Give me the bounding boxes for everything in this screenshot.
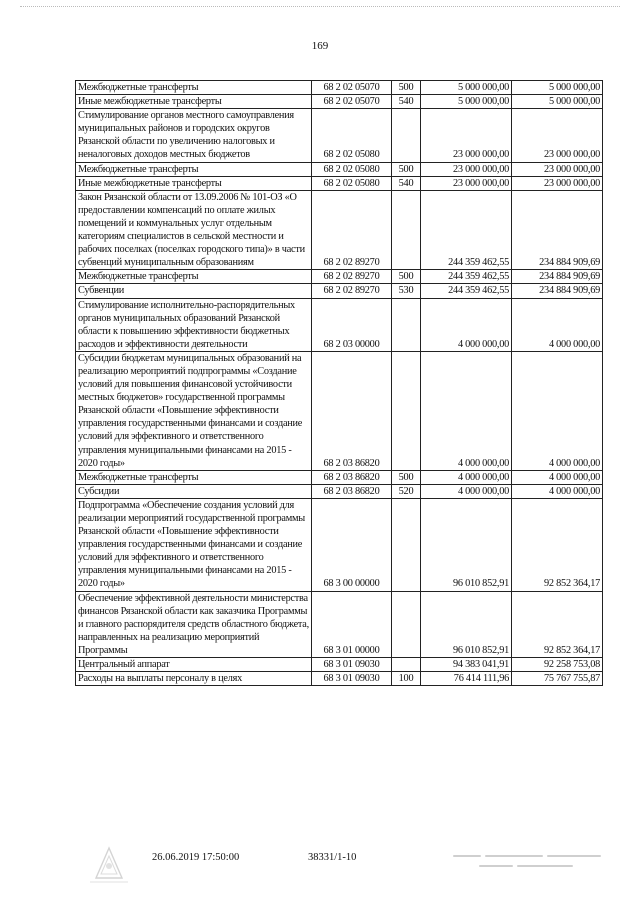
row-type-cell [392, 658, 421, 672]
table-row [76, 591, 603, 657]
row-sum-2019-cell: 4 000 000,00 [421, 484, 512, 498]
row-code-cell: 68 2 02 05070 [312, 81, 392, 95]
row-type-cell [392, 591, 421, 657]
row-name-cell: Субсидии бюджетам муниципальных образований на реализацию мероприятий подпрограммы «Создание условий для повышения финансовой устойчивости местных бюджетов» государственной программы Рязанской области «Повышение эффективности управления государственными финансами и создание условий для эффективного и ответственного управления муниципальными финансами на 2015 - 2020 годы» [76, 351, 312, 470]
row-sum-2019-cell: 23 000 000,00 [421, 162, 512, 176]
row-name-cell: Иные межбюджетные трансферты [76, 95, 312, 109]
row-code-cell: 68 2 02 89270 [312, 284, 392, 298]
row-sum-2020-cell: 92 852 364,17 [512, 498, 603, 591]
table-row [76, 298, 603, 351]
scan-top-edge [20, 6, 620, 7]
row-name-cell: Стимулирование органов местного самоуправления муниципальных районов и городских округов Рязанской области по увеличению налоговых и неналоговых доходов местных бюджетов [76, 109, 312, 162]
row-sum-2019-cell: 96 010 852,91 [421, 591, 512, 657]
table-row [76, 484, 603, 498]
row-sum-2020-cell: 5 000 000,00 [512, 95, 603, 109]
row-name-cell: Межбюджетные трансферты [76, 81, 312, 95]
row-code-cell: 68 2 03 86820 [312, 484, 392, 498]
row-name-cell: Закон Рязанской области от 13.09.2006 № 101-ОЗ «О предоставлении компенсаций по оплате жилых помещений и коммунальных услуг отдельным категориям специалистов в сельской местности и рабочих поселках (поселках городского типа)» в части субвенций муниципальным образованиям [76, 190, 312, 270]
row-sum-2020-cell: 23 000 000,00 [512, 162, 603, 176]
table-row [76, 190, 603, 270]
row-name-cell: Межбюджетные трансферты [76, 162, 312, 176]
row-type-cell [392, 498, 421, 591]
budget-table-body [76, 81, 603, 686]
row-sum-2019-cell: 5 000 000,00 [421, 95, 512, 109]
footer-doc-number: 38331/1-10 [308, 852, 357, 863]
row-sum-2020-cell: 23 000 000,00 [512, 109, 603, 162]
row-sum-2020-cell: 234 884 909,69 [512, 190, 603, 270]
row-sum-2019-cell: 5 000 000,00 [421, 81, 512, 95]
table-row [76, 672, 603, 686]
row-code-cell: 68 2 03 86820 [312, 470, 392, 484]
row-sum-2020-cell: 4 000 000,00 [512, 298, 603, 351]
row-type-cell: 500 [392, 270, 421, 284]
row-sum-2020-cell: 23 000 000,00 [512, 176, 603, 190]
row-code-cell: 68 2 02 05080 [312, 109, 392, 162]
row-sum-2020-cell: 4 000 000,00 [512, 351, 603, 470]
table-row [76, 351, 603, 470]
row-name-cell: Обеспечение эффективной деятельности министерства финансов Рязанской области как заказчика Программы и главного распорядителя средств областного бюджета, направленных на реализацию мероприятий Программы [76, 591, 312, 657]
row-sum-2020-cell: 75 767 755,87 [512, 672, 603, 686]
page-footer [0, 850, 640, 890]
row-sum-2019-cell: 96 010 852,91 [421, 498, 512, 591]
row-code-cell: 68 2 02 05080 [312, 176, 392, 190]
row-sum-2019-cell: 244 359 462,55 [421, 284, 512, 298]
row-name-cell: Субвенции [76, 284, 312, 298]
row-name-cell: Расходы на выплаты персоналу в целях [76, 672, 312, 686]
table-row [76, 162, 603, 176]
row-sum-2019-cell: 23 000 000,00 [421, 176, 512, 190]
footer-datetime: 26.06.2019 17:50:00 [152, 852, 240, 863]
row-code-cell: 68 3 00 00000 [312, 498, 392, 591]
row-sum-2020-cell: 4 000 000,00 [512, 470, 603, 484]
row-sum-2020-cell: 92 852 364,17 [512, 591, 603, 657]
row-type-cell: 100 [392, 672, 421, 686]
row-code-cell: 68 3 01 00000 [312, 591, 392, 657]
row-sum-2020-cell: 4 000 000,00 [512, 484, 603, 498]
row-type-cell: 500 [392, 162, 421, 176]
page-number: 169 [311, 40, 329, 52]
row-name-cell: Субсидии [76, 484, 312, 498]
table-row [76, 176, 603, 190]
row-name-cell: Подпрограмма «Обеспечение создания условий для реализации мероприятий государственной программы Рязанской области «Повышение эффективности управления государственными финансами и создание условий для эффективного и ответственного управления муниципальными финансами на 2015 - 2020 годы» [76, 498, 312, 591]
budget-table [75, 80, 603, 686]
row-sum-2019-cell: 4 000 000,00 [421, 351, 512, 470]
row-code-cell: 68 2 03 86820 [312, 351, 392, 470]
row-type-cell: 500 [392, 81, 421, 95]
row-type-cell: 540 [392, 176, 421, 190]
row-type-cell: 500 [392, 470, 421, 484]
row-sum-2019-cell: 4 000 000,00 [421, 298, 512, 351]
row-name-cell: Межбюджетные трансферты [76, 470, 312, 484]
row-sum-2019-cell: 244 359 462,55 [421, 190, 512, 270]
row-sum-2019-cell: 244 359 462,55 [421, 270, 512, 284]
row-sum-2020-cell: 234 884 909,69 [512, 270, 603, 284]
row-type-cell [392, 190, 421, 270]
table-row [76, 470, 603, 484]
table-row [76, 284, 603, 298]
row-type-cell [392, 298, 421, 351]
row-code-cell: 68 2 02 89270 [312, 190, 392, 270]
row-code-cell: 68 2 02 05080 [312, 162, 392, 176]
row-sum-2020-cell: 5 000 000,00 [512, 81, 603, 95]
table-row [76, 270, 603, 284]
row-code-cell: 68 2 02 89270 [312, 270, 392, 284]
row-code-cell: 68 3 01 09030 [312, 672, 392, 686]
stamp-logo-icon [86, 844, 132, 884]
faded-stamp-icon [450, 850, 610, 874]
table-row [76, 658, 603, 672]
row-name-cell: Стимулирование исполнительно-распорядительных органов муниципальных образований Рязанской области к повышению эффективности бюджетных расходов и эффективности деятельности [76, 298, 312, 351]
row-type-cell: 520 [392, 484, 421, 498]
row-name-cell: Центральный аппарат [76, 658, 312, 672]
row-name-cell: Иные межбюджетные трансферты [76, 176, 312, 190]
row-sum-2020-cell: 234 884 909,69 [512, 284, 603, 298]
table-row [76, 109, 603, 162]
row-sum-2020-cell: 92 258 753,08 [512, 658, 603, 672]
row-type-cell: 540 [392, 95, 421, 109]
row-sum-2019-cell: 4 000 000,00 [421, 470, 512, 484]
table-row [76, 81, 603, 95]
row-name-cell: Межбюджетные трансферты [76, 270, 312, 284]
row-code-cell: 68 3 01 09030 [312, 658, 392, 672]
table-row [76, 498, 603, 591]
row-sum-2019-cell: 23 000 000,00 [421, 109, 512, 162]
row-sum-2019-cell: 94 383 041,91 [421, 658, 512, 672]
row-type-cell [392, 351, 421, 470]
row-code-cell: 68 2 02 05070 [312, 95, 392, 109]
table-row [76, 95, 603, 109]
row-code-cell: 68 2 03 00000 [312, 298, 392, 351]
row-type-cell: 530 [392, 284, 421, 298]
row-sum-2019-cell: 76 414 111,96 [421, 672, 512, 686]
row-type-cell [392, 109, 421, 162]
